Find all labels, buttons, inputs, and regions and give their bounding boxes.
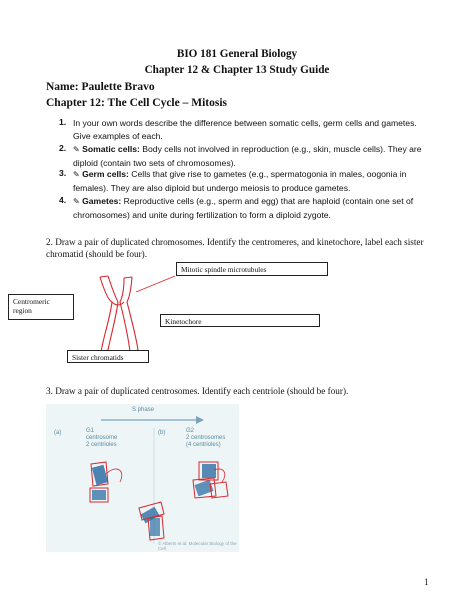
pencil-icon: ✎ — [73, 197, 80, 206]
term-gametes: Gametes: — [82, 196, 122, 206]
definition-gametes: Reproductive cells (e.g., sperm and egg) that are haploid (contain one set of chromosomes) and unite during fertilization to form a diploid zygote. — [73, 196, 414, 220]
item-number: 3. — [59, 168, 67, 178]
label-sister-chromatids: Sister chromatids — [72, 353, 124, 362]
term-somatic: Somatic cells: — [82, 144, 140, 154]
definition-germ: Cells that give rise to gametes (e.g., spermatogonia in males, oogonia in females). They are also diploid but undergo meiosis to produce gametes. — [73, 169, 407, 193]
g1-label — [86, 428, 117, 449]
label-box-microtubules — [176, 262, 328, 276]
term-germ: Germ cells: — [82, 169, 129, 179]
g2-sub2: (4 centrioles) — [186, 442, 221, 448]
g2-title: G2 — [186, 428, 195, 434]
q2-text: 2. Draw a pair of duplicated chromosomes. Identify the centromeres, and kinetochore, label each sister chromatid (should be four). — [46, 237, 424, 259]
q1-text: In your own words describe the difference between somatic cells, germ cells and gametes. Give examples of each. — [73, 118, 417, 141]
g2-label — [186, 428, 225, 449]
guide-title: Chapter 12 & Chapter 13 Study Guide — [144, 64, 330, 76]
pencil-icon: ✎ — [73, 145, 80, 154]
label-centromeric: Centromeric region — [13, 297, 50, 315]
g1-sub1: centrosome — [86, 435, 118, 441]
label-kinetochore: Kinetochore — [165, 317, 202, 326]
g1-title: G1 — [86, 428, 95, 434]
panel-a-label: (a) — [54, 430, 62, 436]
g2-sub1: 2 centrosomes — [186, 435, 226, 441]
page-number: 1 — [424, 577, 429, 587]
item-number: 4. — [59, 195, 67, 205]
chapter-heading: Chapter 12: The Cell Cycle – Mitosis — [46, 97, 228, 109]
label-microtubules: Mitotic spindle microtubules — [181, 265, 267, 274]
pencil-icon: ✎ — [73, 170, 80, 179]
q3-text: 3. Draw a pair of duplicated centrosomes. Identify each centriole (should be four). — [46, 386, 349, 396]
chromatid-right-inner — [120, 278, 130, 352]
definition-somatic: Body cells not involved in reproduction (e.g., skin, muscle cells). They are diploid (contain two sets of chromosomes). — [73, 144, 422, 168]
label-box-kinetochore — [160, 314, 320, 327]
g1-sub2: 2 centrioles — [86, 442, 117, 448]
course-title: BIO 181 General Biology — [176, 48, 298, 60]
label-box-centromeric — [8, 294, 74, 320]
q1-number: 1. — [59, 117, 67, 127]
panel-b-label: (b) — [158, 430, 166, 436]
centrosome-illustration — [46, 404, 239, 552]
student-name: Name: Paulette Bravo — [46, 81, 155, 93]
chromatid-right-outer — [127, 277, 138, 350]
centrosome-figure — [46, 404, 239, 552]
item-number: 2. — [59, 143, 67, 153]
s-phase-label: S phase — [132, 407, 155, 413]
figure-credit: © Alberts et al. Molecular Biology of the Cell — [158, 541, 237, 551]
label-box-sister — [67, 350, 149, 363]
